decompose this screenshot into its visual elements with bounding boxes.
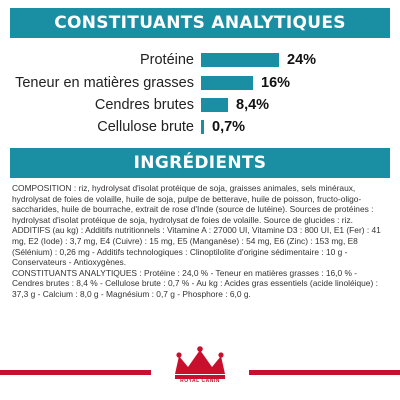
brand-name: ROYAL CANIN [180, 378, 220, 384]
bar [201, 120, 204, 134]
bar-value-label: 0,7% [212, 119, 246, 135]
ingredients-text [12, 183, 390, 300]
ingredients-additives-paragraph: ADDITIFS (au kg) : Additifs nutritionnels : Vitamine A : 27000 UI, Vitamine D3 : 800 UI, E1 (Fer) : 41 mg, E2 (Iode) : 3,7 mg, E4 (Cuivre) : 15 mg, E5 (Manganèse) : 54 mg, E6 (Zinc) : 153 mg, E8 (Sélénium) : 0,26 mg - Additifs technologiques : Clinoptilolite d'origine sédimentaire : 10 g - Conservateurs - Antioxygènes. [12, 225, 381, 268]
analytic-constituents-banner: CONSTITUANTS ANALYTIQUES [10, 8, 390, 38]
ingredients-analytic-paragraph: CONSTITUANTS ANALYTIQUES : Protéine : 24,0 % - Teneur en matières grasses : 16,0 % - Cendres brutes : 8,4 % - Cellulose brute : 0,7 % - Au kg : Acides gras essentiels (acide linoléique) : 37,3 g - Calcium : 8,0 g - Magnésium : 0,7 g - Phosphore : 6,0 g. [12, 267, 378, 299]
ingredients-banner: INGRÉDIENTS [10, 148, 390, 178]
bar [201, 98, 228, 112]
bar-label: Protéine [139, 52, 194, 68]
bar-row-cendres-brutes [0, 94, 400, 116]
royal-canin-crown-logo [151, 340, 249, 392]
bar-row-teneur-en-matieres-grasses [0, 72, 400, 94]
bar-label: Cellulose brute [97, 119, 194, 135]
brand-stripe-left [0, 370, 152, 375]
bar-row-proteine [0, 49, 400, 71]
bar [201, 76, 253, 90]
bar-value-label: 24% [287, 52, 317, 68]
bar-value-label: 16% [261, 75, 291, 91]
bar-value-label: 8,4% [236, 97, 270, 113]
bar [201, 53, 279, 67]
bar-label: Cendres brutes [94, 97, 194, 113]
ingredients-composition-paragraph: COMPOSITION : riz, hydrolysat d'isolat protéique de soja, graisses animales, sels minéraux, hydrolysat de foies de volaille, huile de soja, pulpe de betterave, huile de poisson, fructo-oligo-saccharides, huile de bourrache, extrait de rose d'Inde (source de lutéine). Sources de protéines : hydrolysat d'isolat protéique de soja, hydrolysat de foies de volaille. Source de glucides : riz. [12, 183, 374, 225]
brand-stripe-right [248, 370, 400, 375]
bar-row-cellulose-brute [0, 116, 400, 138]
bar-label: Teneur en matières grasses [15, 75, 194, 91]
